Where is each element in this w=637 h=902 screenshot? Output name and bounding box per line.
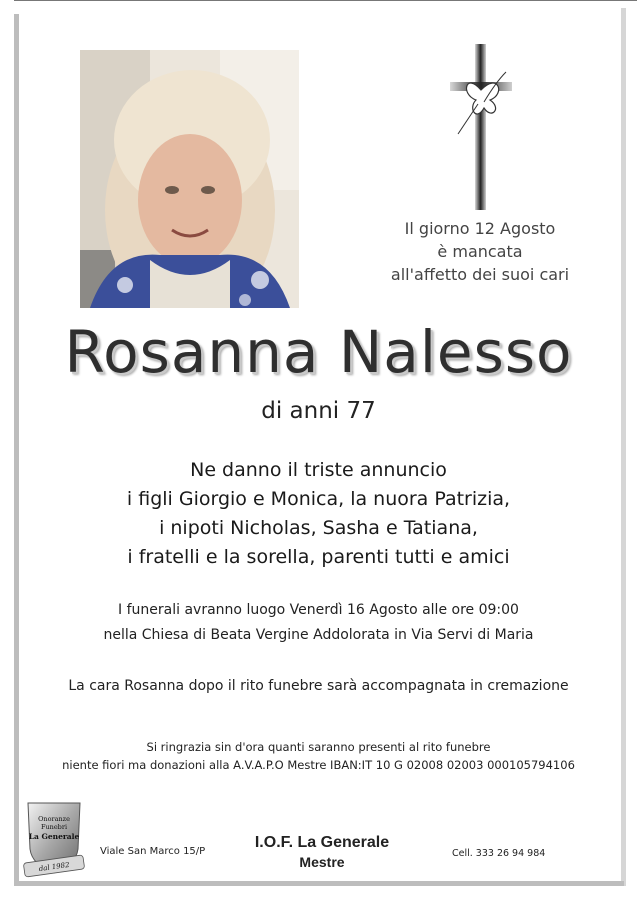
deceased-name: Rosanna Nalesso	[64, 318, 573, 386]
announcement-line: i fratelli e la sorella, parenti tutti e amici	[127, 546, 510, 568]
announcement-line: i figli Giorgio e Monica, la nuora Patrizia,	[126, 488, 511, 510]
thanks-line: Si ringrazia sin d'ora quanti saranno presenti al rito funebre	[146, 740, 491, 754]
thanks-note	[0, 738, 637, 774]
logo-text: La Generale	[28, 832, 80, 841]
deceased-portrait-photo	[80, 50, 299, 308]
logo-text: Funebri	[40, 823, 68, 831]
shield-logo-icon	[22, 799, 86, 879]
cremation-note: La cara Rosanna dopo il rito funebre sarà accompagnata in cremazione	[68, 678, 569, 694]
cross-with-lily-icon	[446, 42, 516, 212]
company-city: Mestre	[299, 854, 345, 870]
company-name: I.O.F. La Generale	[254, 834, 390, 851]
announcement-block	[0, 456, 637, 572]
death-note-line: è mancata	[437, 242, 523, 261]
thanks-line: niente fiori ma donazioni alla A.V.A.P.O Mestre IBAN:IT 10 G 02008 02003 000105794106	[62, 758, 575, 772]
death-note-line: Il giorno 12 Agosto	[404, 219, 556, 238]
funeral-home-address: Viale San Marco 15/P	[100, 846, 206, 857]
logo-text: Onoranze	[38, 815, 70, 823]
funeral-line: I funerali avranno luogo Venerdì 16 Agosto alle ore 09:00	[118, 602, 519, 618]
page-frame-top	[14, 0, 637, 1]
funeral-details	[0, 598, 637, 648]
death-date-note	[370, 217, 590, 286]
announcement-line: i nipoti Nicholas, Sasha e Tatiana,	[159, 517, 478, 539]
announcement-line: Ne danno il triste annuncio	[190, 459, 447, 481]
funeral-home-phone: Cell. 333 26 94 984	[452, 848, 546, 859]
page-frame-bottom	[14, 881, 624, 886]
funeral-line: nella Chiesa di Beata Vergine Addolorata in Via Servi di Maria	[103, 627, 534, 643]
deceased-age: di anni 77	[261, 398, 376, 424]
funeral-home-name	[222, 834, 422, 870]
logo-text: dal 1982	[38, 860, 71, 874]
death-note-line: all'affetto dei suoi cari	[390, 265, 570, 284]
